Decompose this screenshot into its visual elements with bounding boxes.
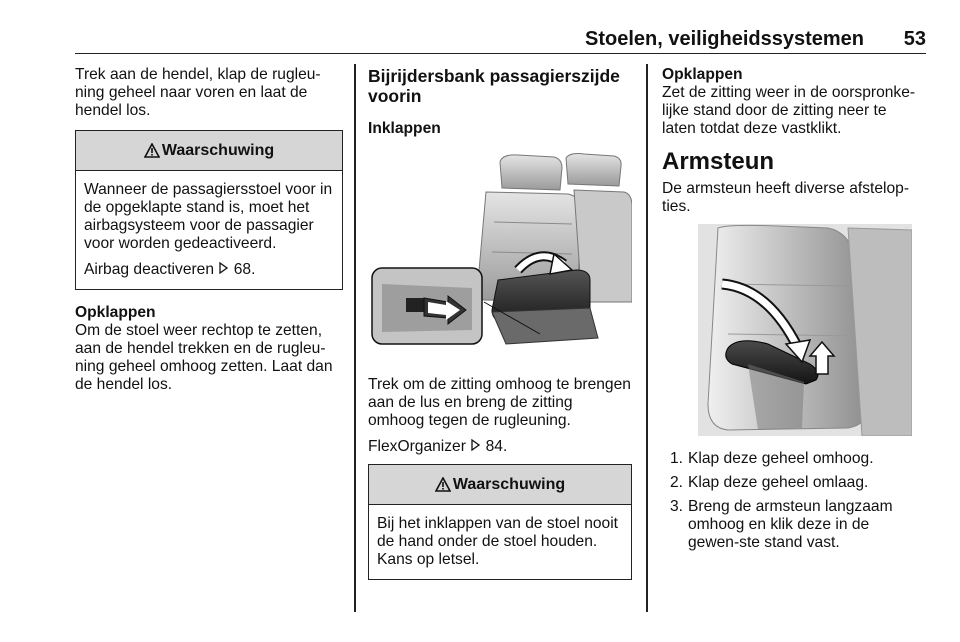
page-header	[75, 26, 926, 54]
reference-text: FlexOrganizer	[368, 438, 466, 455]
reference-page: 84.	[485, 438, 508, 455]
list-item: 3. Breng de armsteun langzaam omhoog en klik deze in de gewen-ste stand vast.	[670, 498, 893, 551]
inklappen-paragraph: Trek om de zitting omhoog te brengen aan de lus en breng de zitting omhoog tegen de rugleuning.	[368, 376, 631, 429]
warning-header	[369, 465, 631, 505]
list-item: 2. Klap deze geheel omlaag.	[670, 474, 869, 491]
opklappen-heading: Opklappen	[662, 66, 743, 83]
seat-fold-illustration	[368, 152, 632, 364]
opklappen-heading: Opklappen	[75, 304, 156, 321]
column-1	[75, 66, 343, 402]
column-divider-right	[646, 64, 648, 612]
warning-body	[369, 505, 631, 579]
opklappen-paragraph: Zet de zitting weer in de oorspronke-lijke stand door de zitting neer te laten totdat deze vastklikt.	[662, 84, 916, 137]
warning-triangle-icon	[435, 477, 451, 492]
warning-title: Waarschuwing	[161, 141, 275, 159]
warning-box	[75, 130, 343, 290]
opklappen-paragraph: Om de stoel weer rechtop te zetten, aan de hendel trekken en de rugleu-ning geheel omhoog zetten. Laat dan de hendel los.	[75, 322, 333, 393]
column-3	[662, 66, 924, 558]
warning-triangle-icon	[144, 143, 160, 158]
column-divider-left	[354, 64, 356, 612]
warning-text: Bij het inklappen van de stoel nooit de hand onder de stoel houden. Kans op letsel.	[377, 515, 619, 568]
reference-page: 68.	[233, 261, 256, 278]
armrest-drawing	[698, 224, 912, 436]
flexorganizer-reference	[368, 438, 632, 456]
intro-paragraph: Trek aan de hendel, klap de rugleu-ning geheel naar voren en laat de hendel los.	[75, 66, 321, 119]
page-number: 53	[903, 28, 926, 50]
reference-text: Airbag deactiveren	[84, 261, 215, 278]
warning-reference	[84, 261, 334, 279]
warning-header	[76, 131, 342, 171]
armsteun-paragraph: De armsteun heeft diverse afstelop-ties.	[662, 180, 910, 215]
armrest-illustration	[698, 224, 912, 436]
warning-title: Waarschuwing	[452, 475, 566, 493]
header-title: Stoelen, veiligheidssystemen	[585, 28, 864, 50]
reference-arrow-icon	[218, 262, 229, 274]
armrest-steps-list	[662, 450, 924, 552]
armsteun-heading: Armsteun	[662, 148, 775, 175]
column-2	[368, 66, 632, 594]
inklappen-heading: Inklappen	[368, 120, 441, 137]
seat-fold-drawing	[368, 152, 632, 364]
section-heading: Bijrijdersbank passagierszijde voorin	[368, 66, 620, 106]
warning-body	[76, 171, 342, 289]
warning-text: Wanneer de passagiersstoel voor in de opgeklapte stand is, moet het airbagsysteem voor de passagier voor worden gedeactiveerd.	[84, 181, 333, 252]
list-item: 1. Klap deze geheel omhoog.	[670, 450, 874, 467]
warning-box	[368, 464, 632, 580]
reference-arrow-icon	[470, 439, 481, 451]
